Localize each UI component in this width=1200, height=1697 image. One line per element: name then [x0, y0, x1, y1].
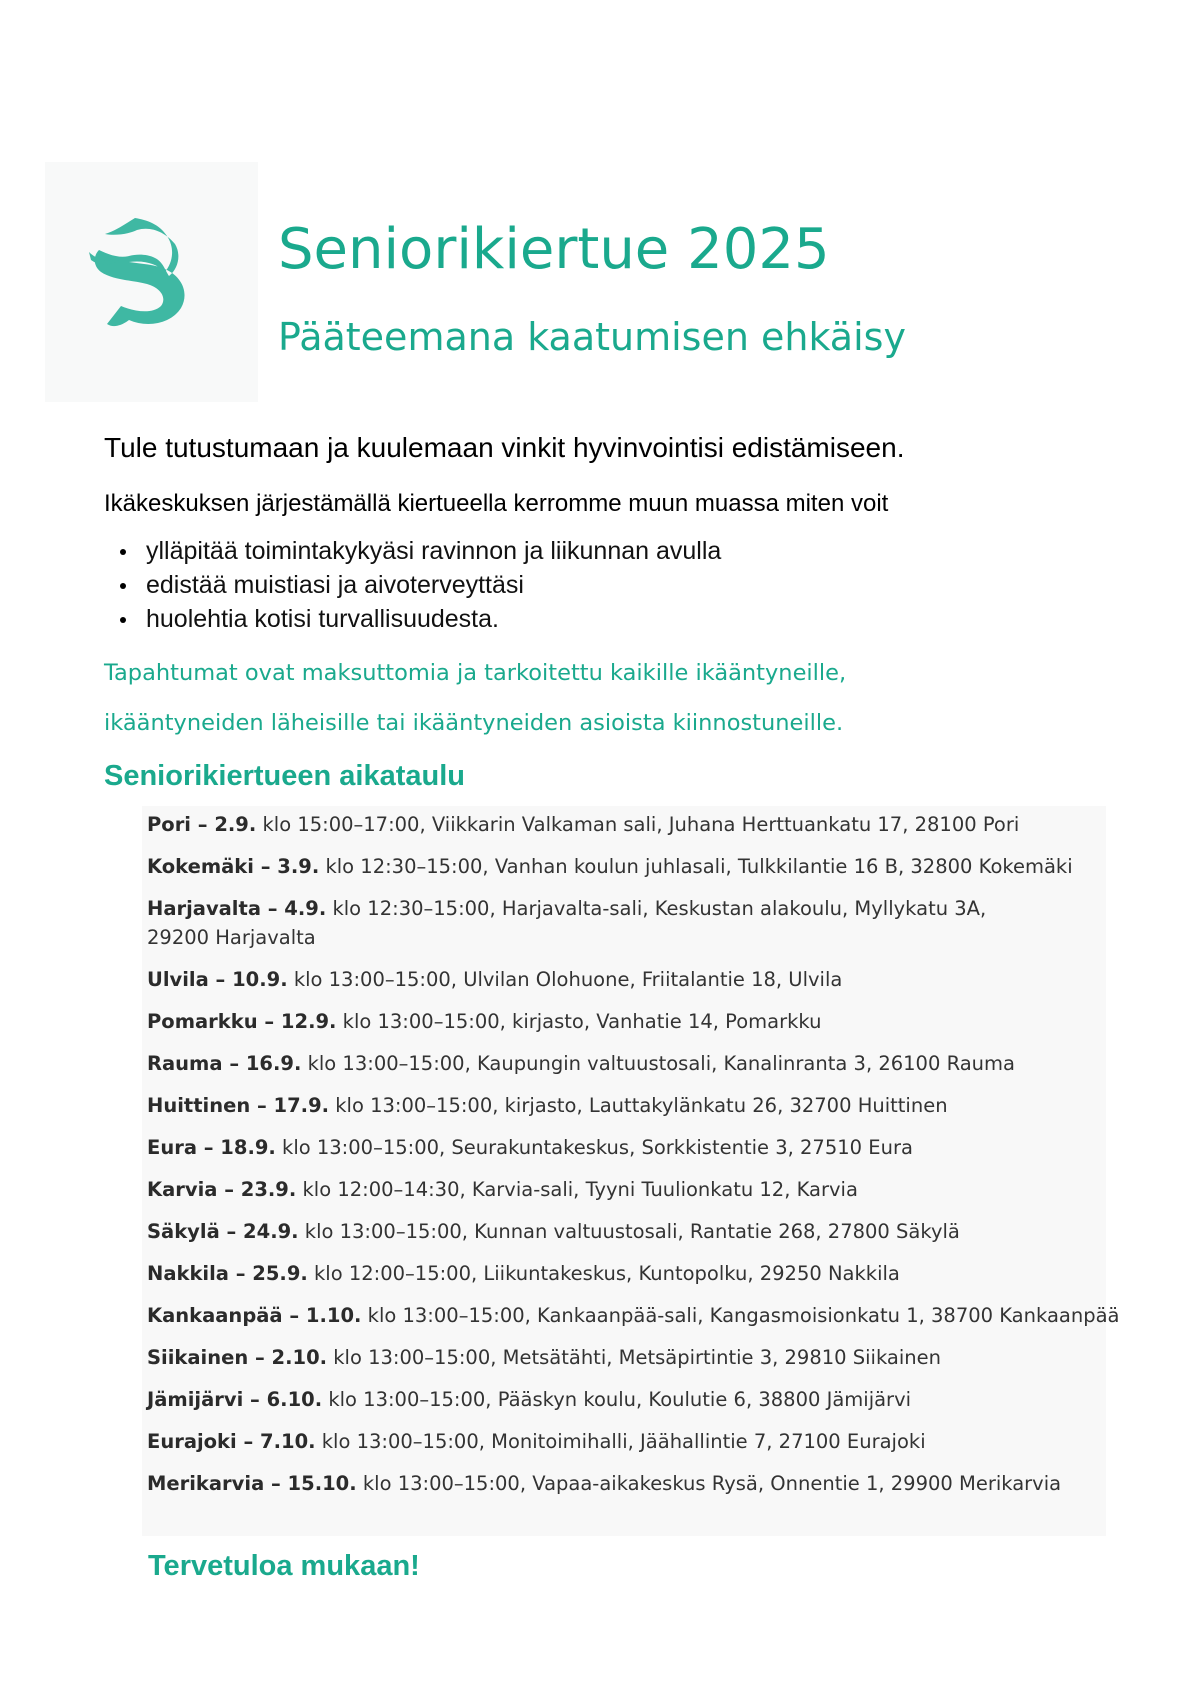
schedule-place: Pomarkku – 12.9. — [147, 1010, 337, 1033]
schedule-item — [147, 1469, 1107, 1498]
schedule-details: klo 12:30–15:00, Harjavalta-sali, Keskustan alakoulu, Myllykatu 3A, 29200 Harjavalta — [147, 897, 987, 949]
schedule-details: klo 13:00–15:00, Ulvilan Olohuone, Friitalantie 18, Ulvila — [293, 968, 843, 991]
schedule-item — [147, 965, 1107, 994]
schedule-item — [147, 1217, 1107, 1246]
schedule-details: klo 15:00–17:00, Viikkarin Valkaman sali, Juhana Herttuankatu 17, 28100 Pori — [262, 813, 1020, 836]
notice-line-1: Tapahtumat ovat maksuttomia ja tarkoitettu kaikille ikääntyneille, — [104, 660, 847, 686]
logo — [45, 162, 258, 402]
schedule-details: klo 12:30–15:00, Vanhan koulun juhlasali, Tulkkilantie 16 B, 32800 Kokemäki — [325, 855, 1073, 878]
schedule-item — [147, 1007, 1107, 1036]
schedule-place: Eurajoki – 7.10. — [147, 1430, 316, 1453]
schedule-details: klo 13:00–15:00, Metsätähti, Metsäpirtintie 3, 29810 Siikainen — [333, 1346, 941, 1369]
schedule-heading: Seniorikiertueen aikataulu — [104, 760, 466, 792]
schedule-details: klo 13:00–15:00, Vapaa-aikakeskus Rysä, Onnentie 1, 29900 Merikarvia — [362, 1472, 1062, 1495]
schedule-item — [147, 1301, 1120, 1330]
list-item-text: huolehtia kotisi turvallisuudesta. — [146, 605, 499, 633]
bullet-icon — [120, 549, 126, 555]
schedule-place: Siikainen – 2.10. — [147, 1346, 328, 1369]
schedule-item — [147, 1259, 1107, 1288]
schedule-place: Nakkila – 25.9. — [147, 1262, 308, 1285]
schedule-place: Kankaanpää – 1.10. — [147, 1304, 362, 1327]
schedule-details: klo 13:00–15:00, kirjasto, Lauttakylänkatu 26, 32700 Huittinen — [335, 1094, 948, 1117]
page-title: Seniorikiertue 2025 — [278, 217, 830, 282]
schedule-list — [147, 810, 1120, 1511]
schedule-item — [147, 1175, 1107, 1204]
schedule-item — [147, 1385, 1107, 1414]
schedule-details: klo 13:00–15:00, Monitoimihalli, Jäähallintie 7, 27100 Eurajoki — [321, 1430, 926, 1453]
list-item-text: edistää muistiasi ja aivoterveyttäsi — [146, 571, 524, 599]
schedule-details: klo 13:00–15:00, Kankaanpää-sali, Kangasmoisionkatu 1, 38700 Kankaanpää — [367, 1304, 1120, 1327]
schedule-place: Rauma – 16.9. — [147, 1052, 302, 1075]
list-item — [104, 534, 721, 568]
schedule-details: klo 12:00–14:30, Karvia-sali, Tyyni Tuulionkatu 12, Karvia — [302, 1178, 858, 1201]
notice-line-2: ikääntyneiden läheisille tai ikääntyneiden asioista kiinnostuneille. — [104, 710, 844, 736]
schedule-place: Jämijärvi – 6.10. — [147, 1388, 323, 1411]
schedule-place: Huittinen – 17.9. — [147, 1094, 330, 1117]
schedule-place: Pori – 2.9. — [147, 813, 257, 836]
free-events-notice — [104, 648, 846, 748]
schedule-item — [147, 1133, 1107, 1162]
schedule-place: Säkylä – 24.9. — [147, 1220, 299, 1243]
schedule-details: klo 13:00–15:00, Kaupungin valtuustosali, Kanalinranta 3, 26100 Rauma — [307, 1052, 1015, 1075]
schedule-place: Merikarvia – 15.10. — [147, 1472, 357, 1495]
schedule-item — [147, 1427, 1107, 1456]
list-item — [104, 602, 721, 636]
schedule-details: klo 12:00–15:00, Liikuntakeskus, Kuntopolku, 29250 Nakkila — [314, 1262, 900, 1285]
benefit-list — [104, 534, 721, 636]
schedule-place: Karvia – 23.9. — [147, 1178, 297, 1201]
intro-text: Ikäkeskuksen järjestämällä kiertueella kerromme muun muassa miten voit — [104, 490, 889, 517]
schedule-details: klo 13:00–15:00, Kunnan valtuustosali, Rantatie 268, 27800 Säkylä — [304, 1220, 960, 1243]
bullet-icon — [120, 583, 126, 589]
page-subtitle: Pääteemana kaatumisen ehkäisy — [278, 315, 906, 359]
schedule-item — [147, 1091, 1107, 1120]
schedule-item — [147, 894, 1047, 952]
schedule-place: Ulvila – 10.9. — [147, 968, 288, 991]
schedule-place: Kokemäki – 3.9. — [147, 855, 320, 878]
schedule-item — [147, 1049, 1107, 1078]
schedule-details: klo 13:00–15:00, kirjasto, Vanhatie 14, Pomarkku — [342, 1010, 822, 1033]
list-item — [104, 568, 721, 602]
schedule-place: Eura – 18.9. — [147, 1136, 276, 1159]
welcome-text: Tervetuloa mukaan! — [148, 1550, 420, 1582]
schedule-place: Harjavalta – 4.9. — [147, 897, 327, 920]
schedule-item — [147, 1343, 1107, 1372]
schedule-details: klo 13:00–15:00, Pääskyn koulu, Koulutie 6, 38800 Jämijärvi — [328, 1388, 912, 1411]
list-item-text: ylläpitää toimintakykyäsi ravinnon ja liikunnan avulla — [146, 537, 722, 565]
schedule-item — [147, 810, 1107, 839]
bullet-icon — [120, 617, 126, 623]
schedule-details: klo 13:00–15:00, Seurakuntakeskus, Sorkkistentie 3, 27510 Eura — [282, 1136, 913, 1159]
schedule-item — [147, 852, 1107, 881]
intro-lead: Tule tutustumaan ja kuulemaan vinkit hyvinvointisi edistämiseen. — [104, 432, 905, 463]
s-wave-logo-icon — [85, 210, 205, 340]
